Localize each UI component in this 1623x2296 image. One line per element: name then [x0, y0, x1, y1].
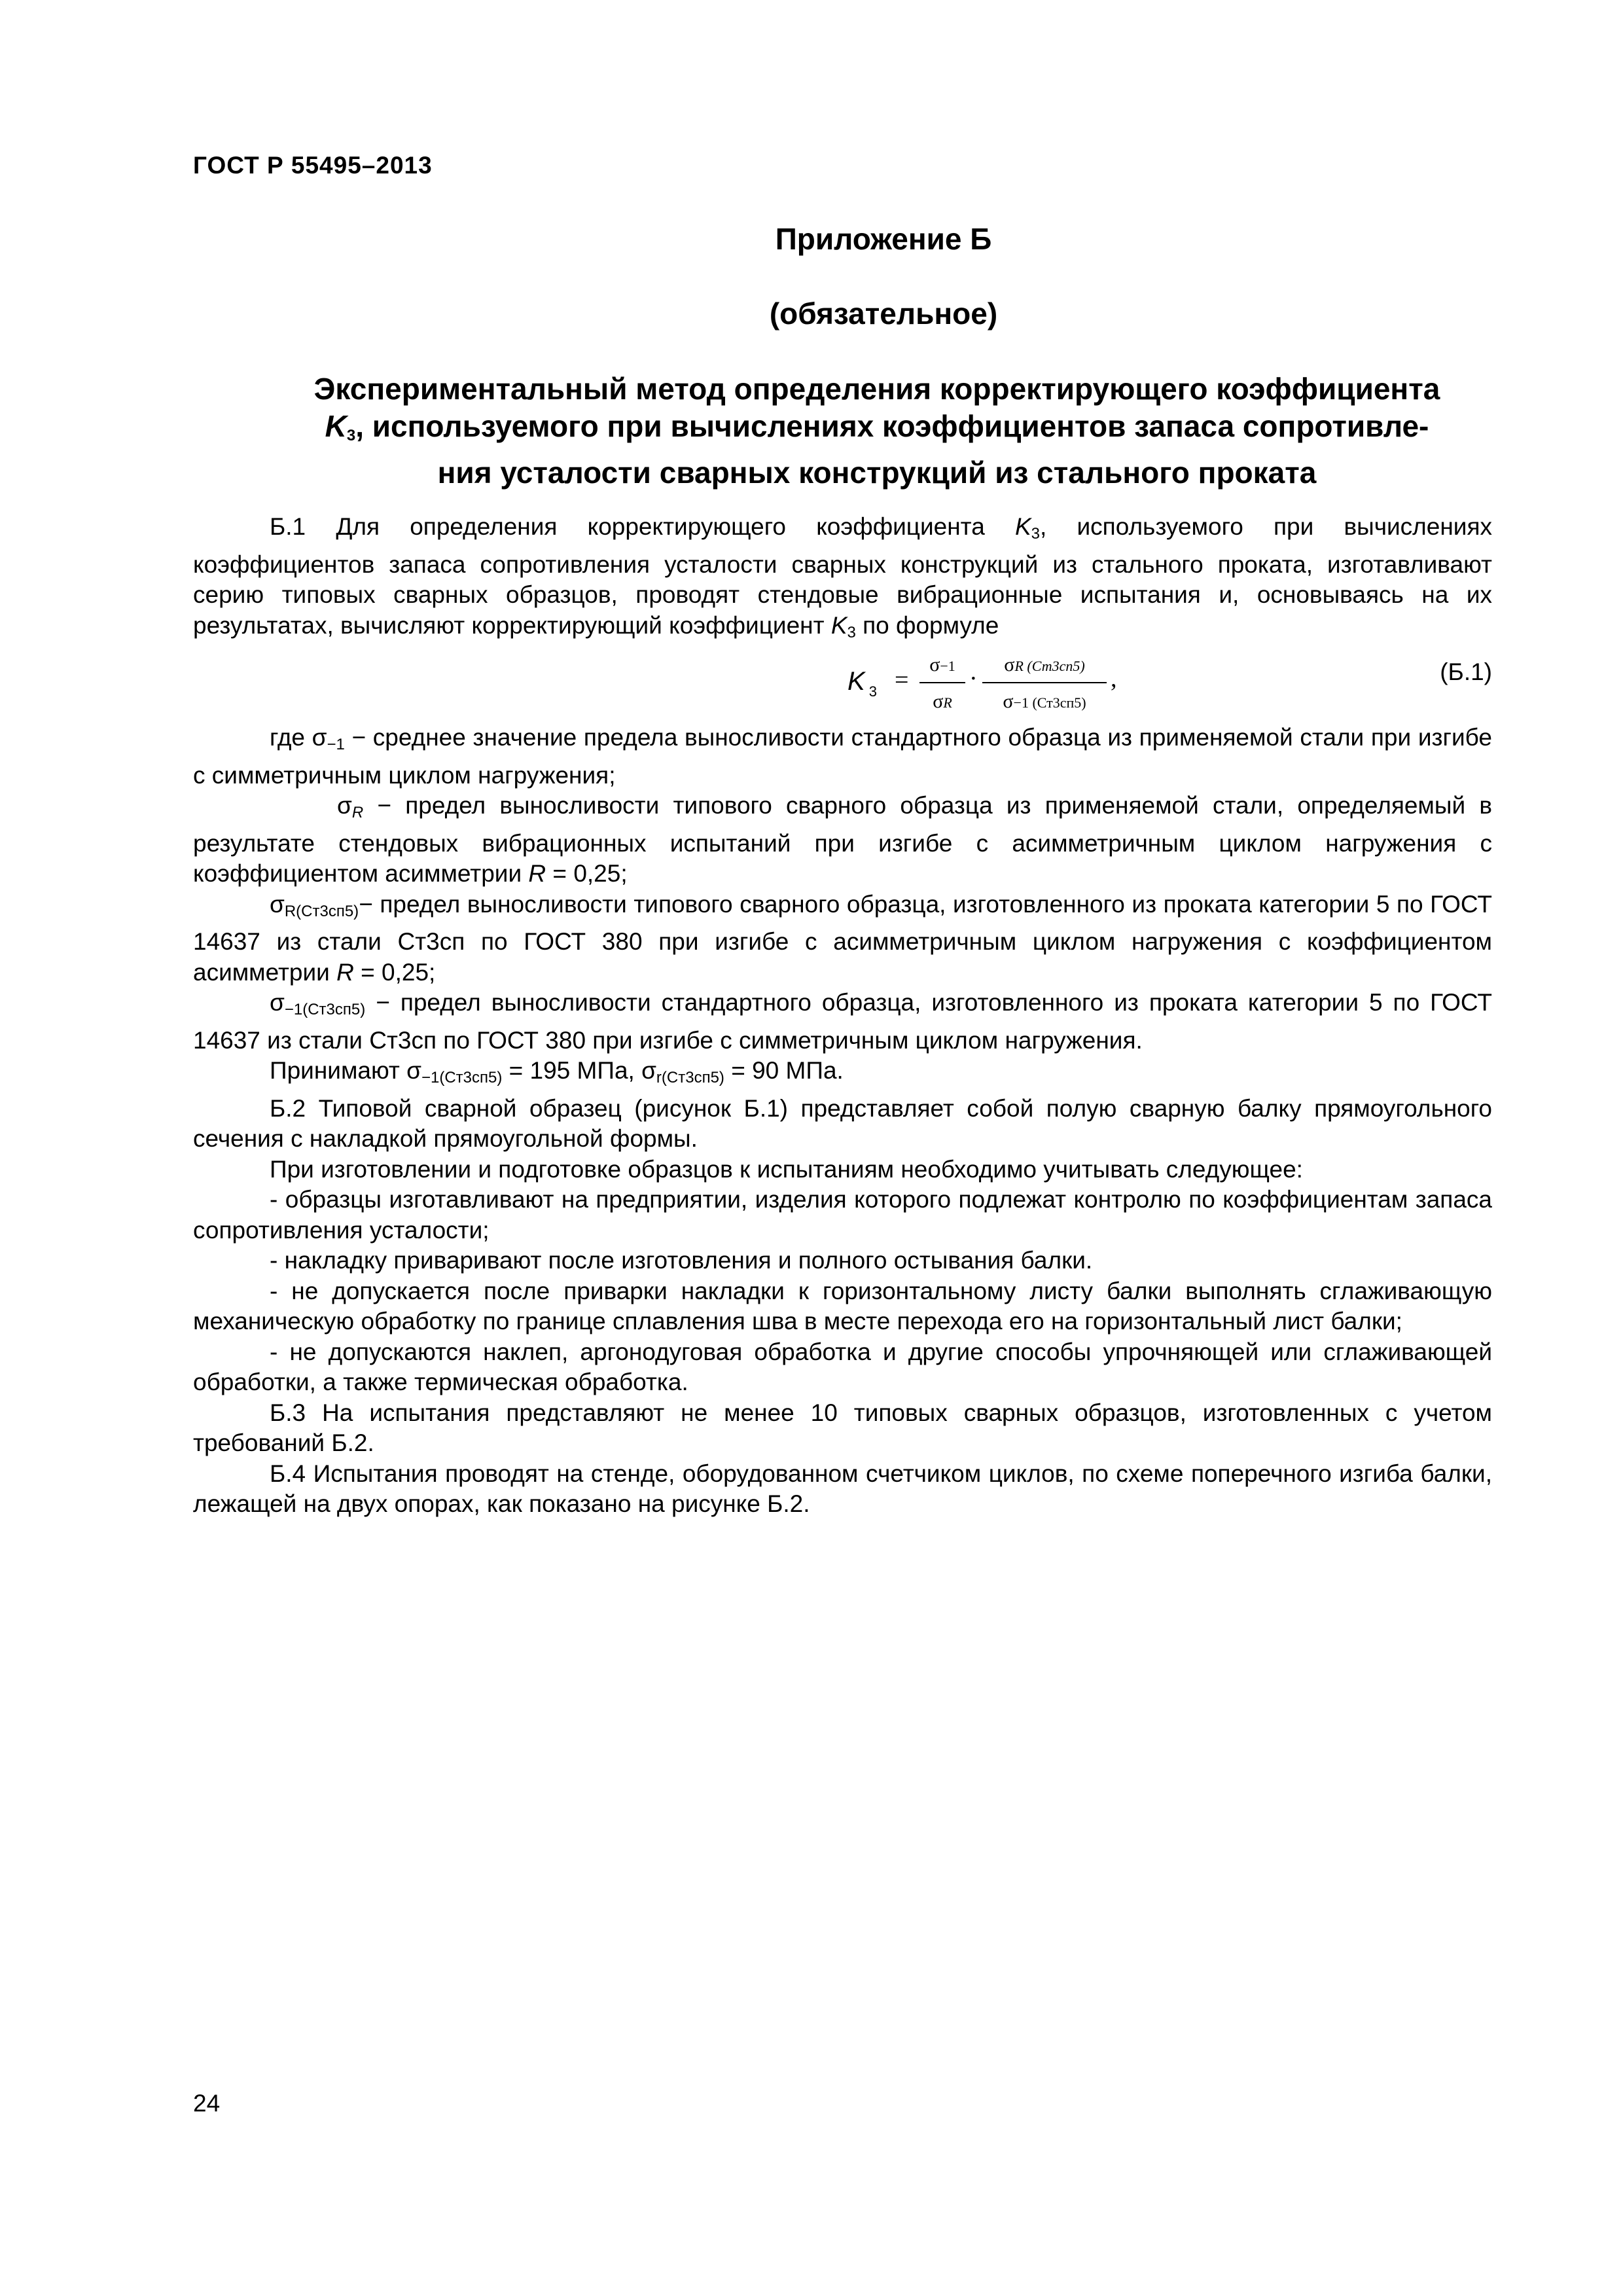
fraction-2-denominator	[982, 689, 1107, 716]
where3-subscript: R(Ст3сп5)	[284, 902, 359, 920]
f1-num-sigma: σ	[929, 654, 940, 675]
list-item: - накладку приваривают после изготовления и полного остывания балки.	[270, 1247, 1093, 1274]
where4-subscript: −1(Ст3сп5)	[284, 1001, 366, 1018]
accept-subscript-1: −1(Ст3сп5)	[421, 1069, 503, 1086]
f1-num-subscript: −1	[940, 658, 955, 674]
heading-line-1: Экспериментальный метод определения корректирующего коэффициента	[313, 372, 1440, 406]
where2-text-a: σ	[337, 792, 352, 819]
formula-lhs-k: K	[847, 667, 865, 696]
list-item: - образцы изготавливают на предприятии, изделия которого подлежат контролю по коэффициентам запаса сопротивления усталости;	[193, 1186, 1492, 1244]
formula-lhs-subscript: 3	[868, 683, 877, 700]
where1-text-b: − среднее значение предела выносливости стандартного образца из применяемой стали при изгибе с симметричным циклом нагружения;	[193, 724, 1492, 789]
where3-text-b: − предел выносливости типового сварного образца, изготовленного из проката категории 5 по ГОСТ 14637 из стали Ст3сп по ГОСТ 380 при изгибе с асимметричным циклом нагружения с коэффициентом асимметрии	[193, 890, 1492, 986]
p1-k-symbol-2: K	[830, 611, 847, 639]
p1-k-subscript: 3	[1031, 525, 1041, 543]
where3-r-symbol: R	[336, 958, 354, 986]
f2-den-subscript: −1 (Ст3сп5)	[1013, 694, 1086, 711]
f1-den-sigma: σ	[933, 691, 944, 712]
where-sigma-minus1	[193, 723, 1492, 791]
where2-text-b: − предел выносливости типового сварного образца из применяемой стали, определяемый в результате стендовых вибрационных испытаний при изгибе с асимметричным циклом нагружения с коэффициентом асимметрии	[193, 792, 1492, 887]
list-item: - не допускаются наклеп, аргонодуговая обработка и другие способы упрочняющей или сглаживающей обработки, а также термическая обработка.	[193, 1338, 1492, 1395]
where2-text-c: = 0,25;	[546, 860, 628, 887]
formula-comma: ,	[1111, 665, 1117, 692]
fraction-1-numerator	[919, 652, 965, 679]
annex-status: (обязательное)	[769, 296, 998, 331]
standard-code: ГОСТ Р 55495–2013	[193, 152, 433, 179]
fraction-2-numerator	[982, 652, 1107, 679]
where3-text-a: σ	[270, 890, 285, 918]
where2-subscript: R	[351, 804, 364, 821]
p1-k-subscript-2: 3	[847, 623, 856, 641]
paragraph-b1	[193, 512, 1492, 648]
p1-text-b: , используемого при вычислениях коэффициентов запаса сопротивления усталости сварных конструкций из стального проката, изготавливают серию типовых сварных образцов, проводят стендовые вибрационные испытания и, основываясь на их результатах, вычисляют корректирующий коэффициент	[193, 513, 1492, 639]
p1-text-c: по формуле	[855, 611, 999, 639]
f2-num-sigma: σ	[1004, 654, 1015, 675]
accept-text-c: = 90 МПа.	[724, 1057, 844, 1084]
formula-b1	[193, 651, 1492, 721]
heading-k-subscript: 3	[346, 427, 356, 444]
accept-text-a: Принимают σ	[270, 1057, 421, 1084]
heading-line-2-text: , используемого при вычислениях коэффициентов запаса сопротивле-	[355, 409, 1429, 443]
heading-line-3: ния усталости сварных конструкций из стального проката	[437, 456, 1317, 490]
where1-text-a: где σ	[270, 724, 327, 751]
formula-fraction-2	[982, 652, 1107, 716]
formula-dot: ·	[969, 665, 978, 692]
heading-line-2	[262, 408, 1492, 454]
formula-number: (Б.1)	[1440, 658, 1492, 685]
paragraph-b4: Б.4 Испытания проводят на стенде, оборудованном счетчиком циклов, по схеме поперечного изгиба балки, лежащей на двух опорах, как показано на рисунке Б.2.	[193, 1460, 1492, 1517]
page-number: 24	[193, 2090, 221, 2117]
fraction-1-denominator	[919, 689, 965, 716]
where4-text-b: − предел выносливости стандартного образца, изготовленного из проката категории 5 по ГОСТ 14637 из стали Ст3сп по ГОСТ 380 при изгибе с симметричным циклом нагружения.	[193, 989, 1492, 1054]
where4-text-a: σ	[270, 989, 285, 1016]
f2-den-sigma: σ	[1003, 691, 1014, 712]
annex-heading	[262, 370, 1492, 492]
formula-lhs	[847, 666, 877, 708]
annex-title: Приложение Б	[775, 222, 992, 256]
body-text	[193, 512, 1492, 1520]
where-sigma-minus1-st3sp5	[193, 988, 1492, 1056]
accepted-values	[193, 1056, 1492, 1094]
accept-text-b: = 195 МПа, σ	[502, 1057, 656, 1084]
fraction-1-bar	[919, 682, 965, 683]
where-sigma-r-st3sp5	[193, 889, 1492, 988]
formula-equals: =	[895, 666, 909, 694]
p1-text-a: Б.1 Для определения корректирующего коэффициента	[270, 513, 1015, 540]
paragraph-b2: Б.2 Типовой сварной образец (рисунок Б.1) представляет собой полую сварную балку прямоугольного сечения с накладкой прямоугольной формы.	[193, 1094, 1492, 1152]
p1-k-symbol: K	[1014, 513, 1031, 540]
f1-den-subscript: R	[943, 694, 952, 711]
list-item: - не допускается после приварки накладки к горизонтальному листу балки выполнять сглаживающую механическую обработку по границе сплавления шва в месте перехода его на горизонтальный лист балки;	[193, 1277, 1492, 1335]
accept-subscript-2: r(Ст3сп5)	[656, 1069, 724, 1086]
where2-r-symbol: R	[528, 860, 546, 887]
paragraph-b3: Б.3 На испытания представляют не менее 10 типовых сварных образцов, изготовленных с учетом требований Б.2.	[193, 1399, 1492, 1456]
where3-text-c: = 0,25;	[353, 958, 436, 986]
heading-k-symbol: K	[325, 409, 347, 443]
where1-subscript: −1	[327, 736, 345, 753]
f2-num-subscript: R (Ст3сп5)	[1014, 658, 1085, 674]
formula-fraction-1	[919, 652, 965, 716]
where-sigma-r	[193, 791, 1492, 889]
fraction-2-bar	[982, 682, 1107, 683]
paragraph-b2-intro: При изготовлении и подготовке образцов к испытаниям необходимо учитывать следующее:	[270, 1155, 1303, 1183]
